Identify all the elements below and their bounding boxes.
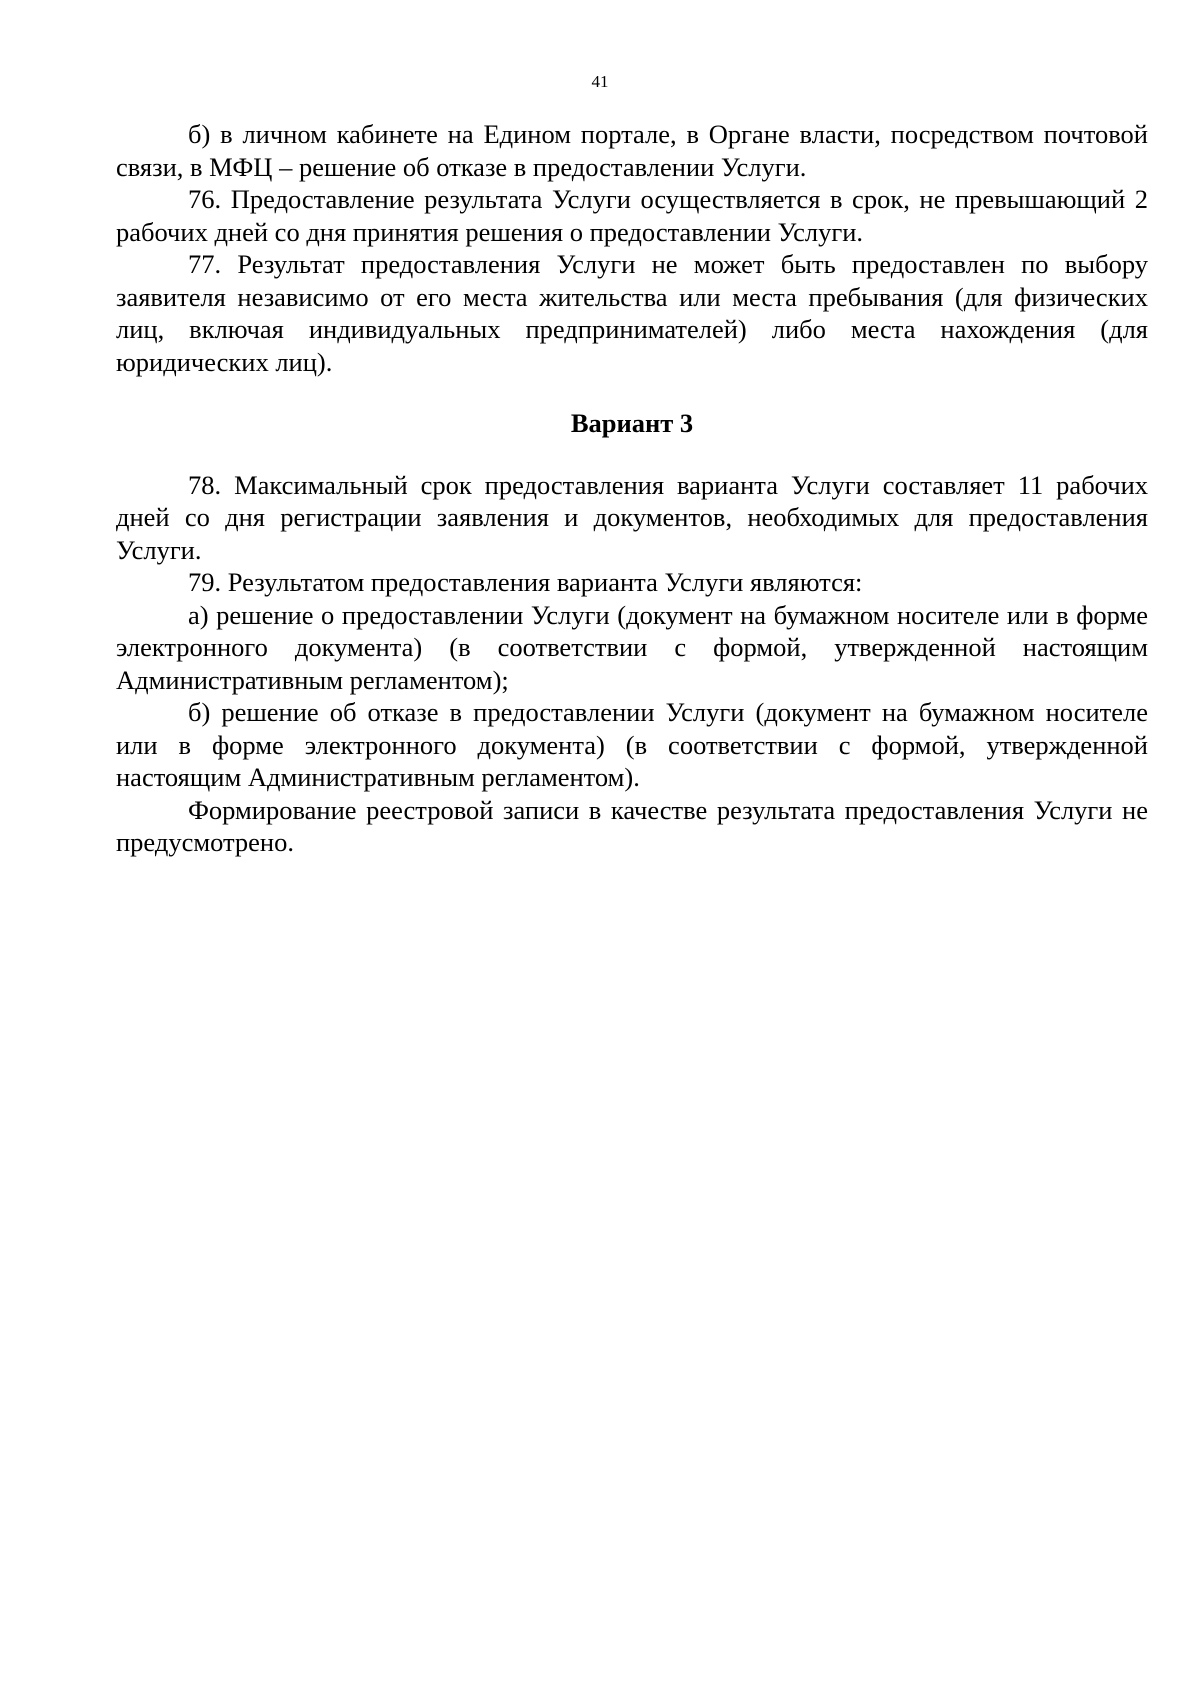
paragraph-76: 76. Предоставление результата Услуги осуществляется в срок, не превышающий 2 рабочих дней со дня принятия решения о предоставлении Услуги. (116, 184, 1148, 247)
paragraph-79: 79. Результатом предоставления варианта Услуги являются: (188, 567, 863, 597)
page-number: 41 (591, 72, 609, 91)
paragraph-79-b: б) решение об отказе в предоставлении Услуги (документ на бумажном носителе или в форме электронного документа) (в соответствии с формой, утвержденной настоящим Административным регламентом). (116, 697, 1148, 792)
paragraph-79-a: а) решение о предоставлении Услуги (документ на бумажном носителе или в форме электронного документа) (в соответствии с формой, утвержденной настоящим Административным регламентом); (116, 599, 1148, 695)
paragraph-78: 78. Максимальный срок предоставления варианта Услуги составляет 11 рабочих дней со дня регистрации заявления и документов, необходимых для предоставления Услуги. (116, 469, 1148, 565)
paragraph-registry-note: Формирование реестровой записи в качестве результата предоставления Услуги не предусмотрено. (116, 794, 1148, 857)
paragraph-item-b-delivery: б) в личном кабинете на Едином портале, в Органе власти, посредством почтовой связи, в МФЦ – решение об отказе в предоставлении Услуги. (116, 119, 1148, 182)
document-body (116, 118, 1148, 859)
section-heading: Вариант 3 (570, 408, 694, 438)
paragraph-77: 77. Результат предоставления Услуги не может быть предоставлен по выбору заявителя независимо от его места жительства или места пребывания (для физических лиц, включая индивидуальных предпринимателей) либо места нахождения (для юридических лиц). (116, 249, 1148, 377)
